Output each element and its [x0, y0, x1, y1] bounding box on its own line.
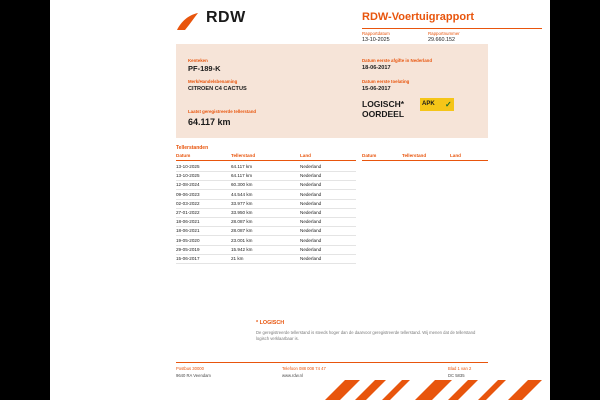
- cell-date: 18-06-2021: [176, 228, 200, 234]
- cell-odometer: 23.001 km: [231, 237, 253, 243]
- apk-badge-label: APK: [422, 101, 435, 107]
- column-header-tellerstand-left: Tellerstand: [231, 153, 256, 158]
- verdict-text: [362, 100, 404, 119]
- report-number-value: 29.660.152: [428, 37, 455, 43]
- first-admission-label: Datum eerste toelating: [362, 79, 410, 84]
- cell-date: 27-01-2022: [176, 210, 200, 215]
- footer-page-number: Blad 1 van 2: [448, 366, 472, 371]
- cell-date: 19-05-2020: [176, 237, 200, 243]
- cell-odometer: 44.544 km: [231, 191, 253, 197]
- make-model-value: CITROEN C4 CACTUS: [188, 86, 247, 92]
- rdw-flame-logo-icon: [176, 12, 202, 32]
- table-row-rule: [176, 226, 356, 227]
- cell-date: 12-08-2024: [176, 182, 200, 188]
- column-header-land-left: Land: [300, 153, 311, 158]
- cell-date: 09-06-2023: [176, 191, 200, 197]
- cell-odometer: 15.942 km: [231, 246, 253, 252]
- cell-date: 13-10-2025: [176, 164, 200, 169]
- cell-country: Nederland: [300, 210, 322, 215]
- footer-address-line-1: Postbus 30000: [176, 366, 204, 371]
- cell-country: Nederland: [300, 191, 322, 197]
- cell-odometer: 33.950 km: [231, 210, 253, 215]
- licence-plate-value: PF-189-K: [188, 64, 221, 73]
- cell-country: Nederland: [300, 246, 322, 252]
- report-date-label: Rapportdatum: [362, 31, 390, 36]
- cell-odometer: 28.087 km: [231, 228, 253, 234]
- first-admission-value: 15-06-2017: [362, 86, 391, 92]
- cell-odometer: 64.117 km: [231, 164, 253, 169]
- footer-divider: [176, 362, 488, 363]
- footer-doc-code: DC 5835: [448, 373, 465, 378]
- footer-phone: Telefoon 088 008 74 47: [282, 366, 326, 371]
- licence-plate-label: Kenteken: [188, 58, 208, 63]
- cell-date: 29-05-2019: [176, 246, 200, 252]
- footnote-title: * LOGISCH: [256, 320, 285, 326]
- footnote-body: De geregistreerde tellerstand is steeds hoger dan de daarvoor geregistreerde tellerstand. Wij menen dat de tellerstand logisch verklaarbaar is.: [256, 330, 476, 341]
- cell-country: Nederland: [300, 256, 322, 261]
- verdict-line-2: OORDEEL: [362, 108, 405, 119]
- first-nl-registration-value: 18-06-2017: [362, 65, 391, 71]
- decorative-stripes: [320, 380, 550, 400]
- cell-odometer: 21 km: [231, 256, 244, 261]
- column-header-datum-right: Datum: [362, 153, 377, 158]
- footer-address-line-2: 9640 RA Veendam: [176, 373, 211, 378]
- document-page: [50, 0, 550, 400]
- cell-odometer: 60.300 km: [231, 182, 253, 188]
- table-row-rule: [176, 235, 356, 236]
- table-row-rule: [176, 208, 356, 209]
- cell-country: Nederland: [300, 164, 322, 169]
- column-header-land-right: Land: [450, 153, 461, 158]
- cell-country: Nederland: [300, 237, 322, 243]
- table-row-rule: [176, 254, 356, 255]
- cell-odometer: 64.117 km: [231, 173, 253, 179]
- odometer-table-title: Tellerstanden: [176, 145, 209, 151]
- table-row-rule: [176, 189, 356, 190]
- table-row-rule: [176, 180, 356, 181]
- cell-country: Nederland: [300, 219, 322, 225]
- footer-website[interactable]: www.rdw.nl: [282, 373, 303, 378]
- table-row-rule: [176, 199, 356, 200]
- make-model-label: Merk/Handelsbenaming: [188, 79, 238, 84]
- report-date-value: 13-10-2025: [362, 37, 390, 43]
- cell-country: Nederland: [300, 173, 322, 179]
- cell-odometer: 33.977 km: [231, 200, 253, 206]
- verdict-line-1: LOGISCH*: [362, 99, 405, 109]
- table-header-rule-left: [176, 160, 356, 161]
- header-divider: [362, 28, 542, 29]
- cell-date: 13-10-2025: [176, 173, 200, 179]
- column-header-datum-left: Datum: [176, 153, 191, 158]
- table-row-rule: [176, 217, 356, 218]
- check-icon: ✓: [445, 100, 452, 109]
- cell-country: Nederland: [300, 228, 322, 234]
- cell-date: 02-03-2022: [176, 200, 200, 206]
- first-nl-registration-label: Datum eerste afgifte in Nederland: [362, 58, 433, 63]
- cell-country: Nederland: [300, 200, 322, 206]
- document-header: [50, 0, 550, 42]
- column-header-tellerstand-right: Tellerstand: [402, 153, 427, 158]
- last-odometer-label: Laatst geregistreerde tellerstand: [188, 109, 257, 114]
- report-number-label: Rapportnummer: [428, 31, 460, 36]
- table-header-rule-right: [362, 160, 488, 161]
- cell-country: Nederland: [300, 182, 322, 188]
- table-row-rule: [176, 245, 356, 246]
- cell-date: 15-06-2017: [176, 256, 200, 261]
- cell-date: 18-06-2021: [176, 219, 200, 225]
- table-row-rule: [176, 171, 356, 172]
- cell-odometer: 28.087 km: [231, 219, 253, 225]
- last-odometer-value: 64.117 km: [188, 117, 231, 127]
- page-title: RDW-Voertuigrapport: [362, 11, 475, 23]
- table-row-rule: [176, 263, 356, 264]
- brand-wordmark: RDW: [206, 9, 246, 26]
